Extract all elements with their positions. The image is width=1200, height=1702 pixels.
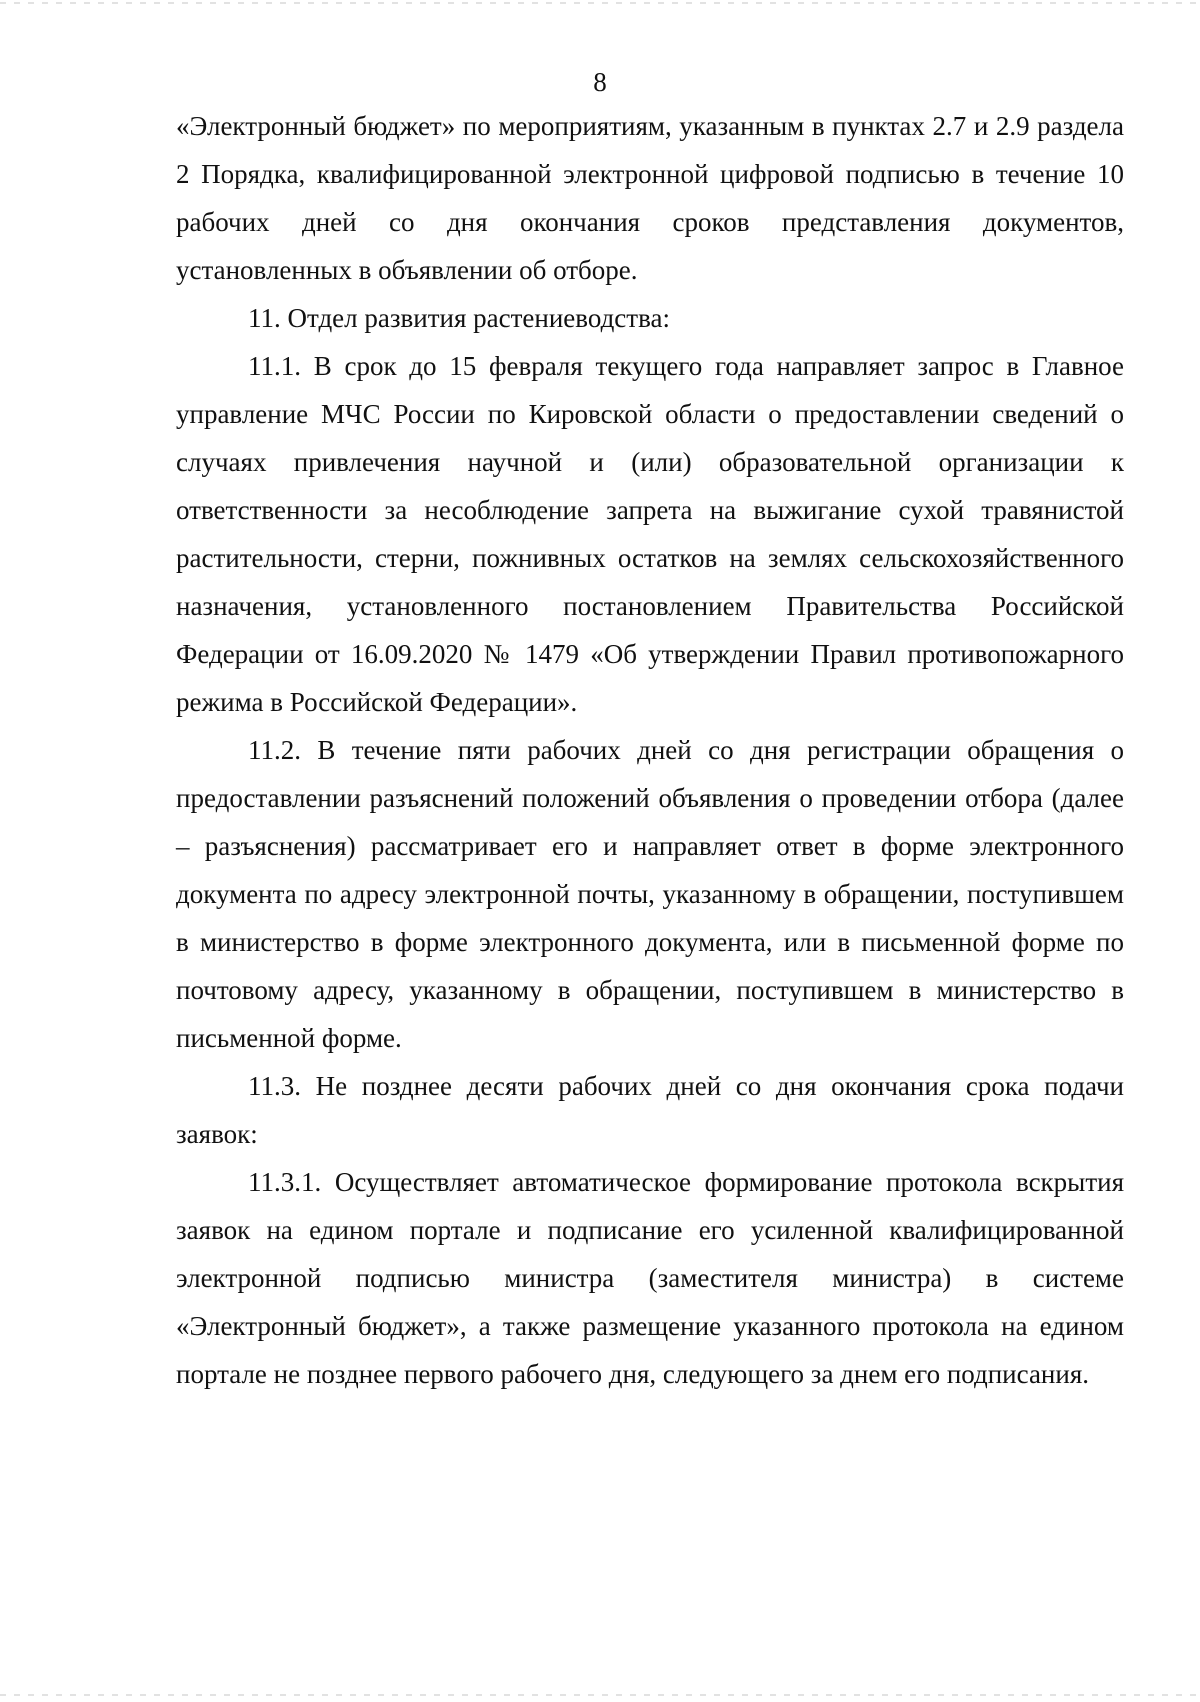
- paragraph-11-1: 11.1. В срок до 15 февраля текущего года направляет запрос в Главное управление МЧС России по Кировской области о предоставлении сведений о случаях привлечения научной и (или) образовательной организации к ответственности за несоблюдение запрета на выжигание сухой травянистой растительности, стерни, пожнивных остатков на землях сельскохозяйственного назначения, установленного постановлением Правительства Российской Федерации от 16.09.2020 № 1479 «Об утверждении Правил противопожарного режима в Российской Федерации».: [176, 351, 1124, 717]
- paragraph-11-2: 11.2. В течение пяти рабочих дней со дня регистрации обращения о предоставлении разъяснений положений объявления о проведении отбора (далее – разъяснения) рассматривает его и направляет ответ в форме электронного документа по адресу электронной почты, указанному в обращении, поступившем в министерство в форме электронного документа, или в письменной форме по почтовому адресу, указанному в обращении, поступившем в министерство в письменной форме.: [176, 735, 1124, 1053]
- page-number: 8: [593, 67, 607, 97]
- paragraph-section-11: 11. Отдел развития растениеводства:: [248, 303, 670, 333]
- scan-edge-top: [0, 2, 1200, 4]
- document-body: [176, 102, 1124, 1398]
- paragraph-11-3-1: 11.3.1. Осуществляет автоматическое формирование протокола вскрытия заявок на едином портале и подписание его усиленной квалифицированной электронной подписью министра (заместителя министра) в системе «Электронный бюджет», а также размещение указанного протокола на едином портале не позднее первого рабочего дня, следующего за днем его подписания.: [176, 1167, 1124, 1389]
- paragraph-continuation: «Электронный бюджет» по мероприятиям, указанным в пунктах 2.7 и 2.9 раздела 2 Порядка, квалифицированной электронной цифровой подписью в течение 10 рабочих дней со дня окончания сроков представления документов, установленных в объявлении об отборе.: [176, 111, 1124, 285]
- paragraph-11-3: 11.3. Не позднее десяти рабочих дней со дня окончания срока подачи заявок:: [176, 1071, 1124, 1149]
- scan-edge-bottom: [0, 1694, 1200, 1696]
